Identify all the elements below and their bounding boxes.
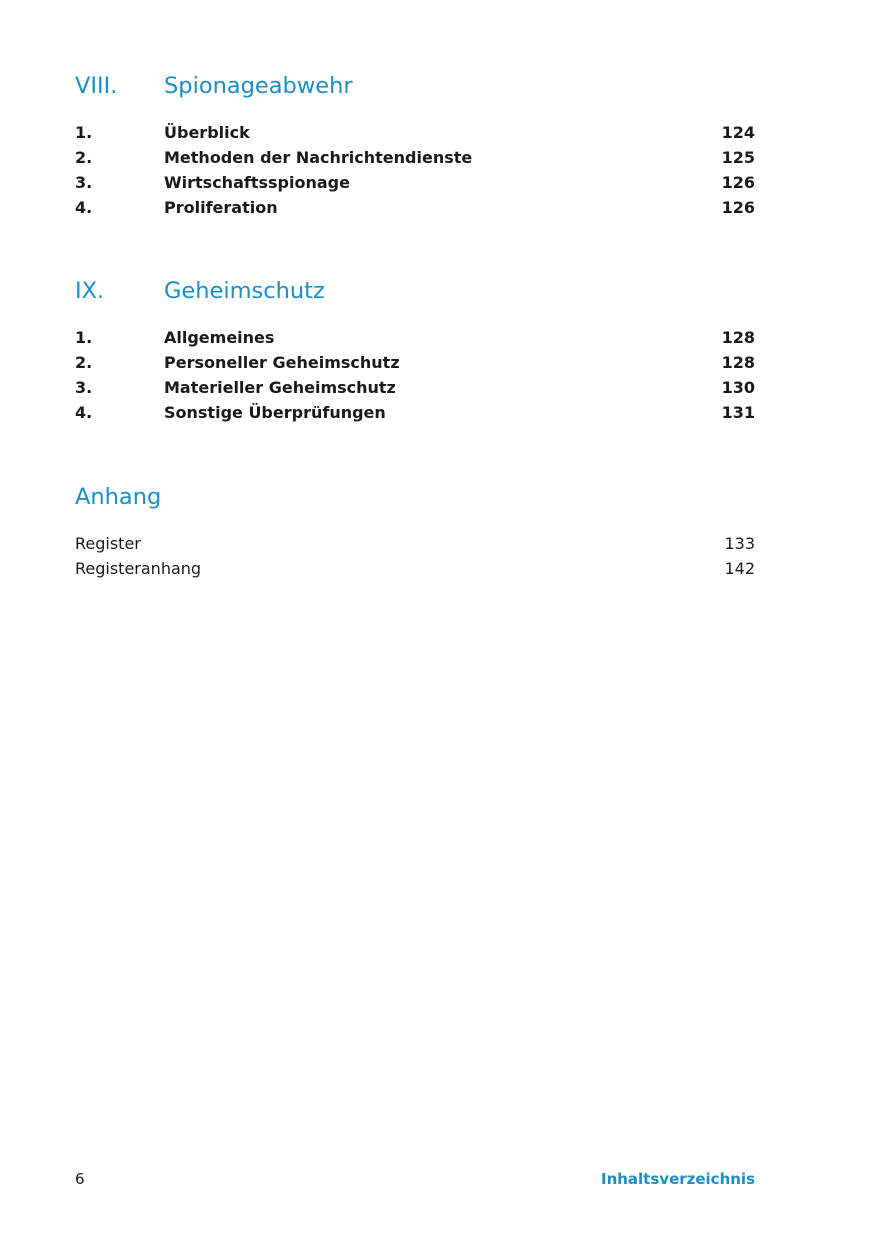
toc-section-ix bbox=[75, 276, 755, 422]
entry-page: 126 bbox=[721, 173, 755, 192]
toc-entry-list bbox=[75, 120, 755, 220]
entry-number: 2. bbox=[75, 353, 93, 372]
entry-title: Personeller Geheimschutz bbox=[164, 353, 400, 372]
entry-number: 3. bbox=[75, 378, 93, 397]
entry-title: Proliferation bbox=[164, 198, 278, 217]
entry-number: 3. bbox=[75, 173, 93, 192]
entry-number: 4. bbox=[75, 403, 93, 422]
toc-entry[interactable] bbox=[75, 195, 755, 220]
entry-page: 128 bbox=[721, 328, 755, 347]
page-number: 6 bbox=[75, 1170, 85, 1188]
entry-title: Überblick bbox=[164, 123, 250, 142]
entry-number: 2. bbox=[75, 148, 93, 167]
toc-entry[interactable] bbox=[75, 375, 755, 400]
entry-page: 125 bbox=[721, 148, 755, 167]
entry-title: Registeranhang bbox=[75, 559, 202, 578]
toc-entry[interactable] bbox=[75, 170, 755, 195]
toc-entry[interactable] bbox=[75, 556, 755, 581]
toc-entry-list bbox=[75, 325, 755, 425]
running-title: Inhaltsverzeichnis bbox=[600, 1170, 755, 1188]
entry-page: 133 bbox=[724, 534, 755, 553]
section-number: IX. bbox=[75, 278, 105, 304]
toc-entry[interactable] bbox=[75, 325, 755, 350]
section-heading bbox=[75, 482, 755, 512]
section-title: Spionageabwehr bbox=[164, 73, 353, 99]
toc-entry[interactable] bbox=[75, 400, 755, 425]
entry-page: 124 bbox=[721, 123, 755, 142]
toc-entry[interactable] bbox=[75, 350, 755, 375]
section-title: Anhang bbox=[75, 484, 162, 510]
section-title: Geheimschutz bbox=[164, 278, 325, 304]
toc-entry[interactable] bbox=[75, 120, 755, 145]
toc-section-appendix bbox=[75, 482, 755, 578]
entry-title: Allgemeines bbox=[164, 328, 275, 347]
entry-title: Register bbox=[75, 534, 141, 553]
entry-page: 142 bbox=[724, 559, 755, 578]
toc-section-viii bbox=[75, 71, 755, 217]
entry-page: 128 bbox=[721, 353, 755, 372]
section-heading bbox=[75, 71, 755, 101]
entry-title: Wirtschaftsspionage bbox=[164, 173, 350, 192]
entry-page: 131 bbox=[721, 403, 755, 422]
section-heading bbox=[75, 276, 755, 306]
entry-page: 126 bbox=[721, 198, 755, 217]
entry-number: 1. bbox=[75, 123, 93, 142]
toc-entry[interactable] bbox=[75, 531, 755, 556]
toc-entry-list bbox=[75, 531, 755, 581]
page-footer bbox=[75, 1168, 755, 1190]
entry-title: Sonstige Überprüfungen bbox=[164, 403, 386, 422]
toc-entry[interactable] bbox=[75, 145, 755, 170]
section-number: VIII. bbox=[75, 73, 118, 99]
entry-title: Materieller Geheimschutz bbox=[164, 378, 396, 397]
entry-title: Methoden der Nachrichtendienste bbox=[164, 148, 473, 167]
entry-page: 130 bbox=[721, 378, 755, 397]
entry-number: 1. bbox=[75, 328, 93, 347]
entry-number: 4. bbox=[75, 198, 93, 217]
